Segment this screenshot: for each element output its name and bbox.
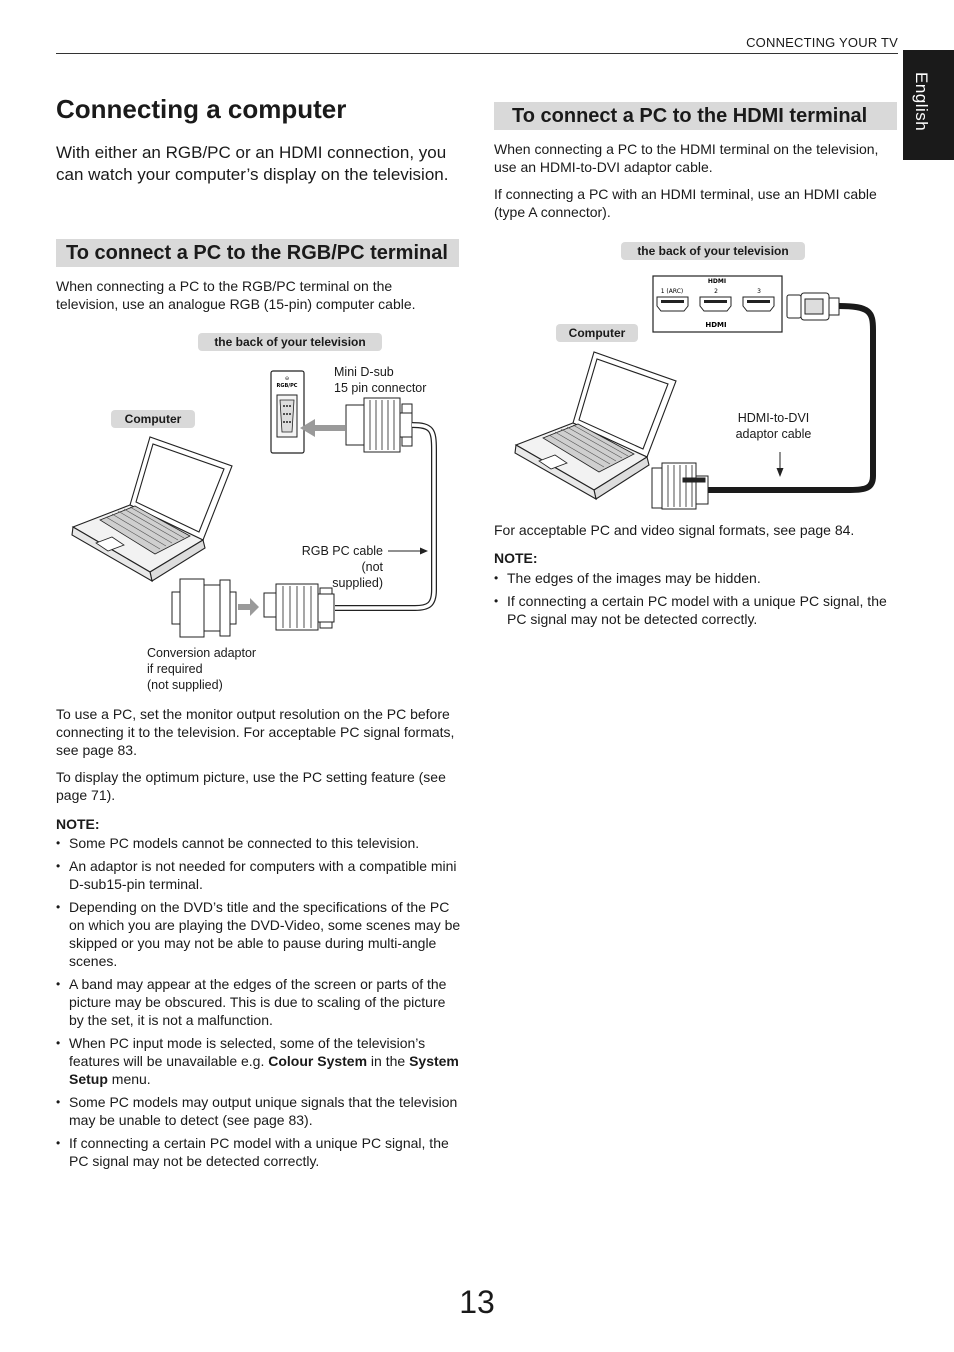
hdmi-computer-label: Computer <box>556 324 638 342</box>
intro-paragraph: With either an RGB/PC or an HDMI connection, you can watch your computer’s display on the television. <box>56 143 449 184</box>
conversion-adaptor-label: Conversion adaptor if required (not supplied) <box>147 646 257 692</box>
rgb-computer-label: Computer <box>111 410 195 428</box>
hdmi-dvi-cable-label: HDMI-to-DVI adaptor cable <box>735 411 812 441</box>
dvi-connector <box>652 463 708 509</box>
hdmi-formats-paragraph: For acceptable PC and video signal formats, see page 84. <box>494 522 855 538</box>
rgb-intro-paragraph: When connecting a PC to the RGB/PC terminal on the television, use an analogue RGB (15-pin) computer cable. <box>56 278 416 312</box>
rgb-pc-setting-paragraph: To display the optimum picture, use the PC setting feature (see page 71). <box>56 769 446 803</box>
list-item: • Some PC models cannot be connected to this television. <box>56 834 461 852</box>
hdmi-port-3-label: 3 <box>757 288 761 295</box>
hdmi-logo-bottom: HDMI <box>705 321 727 329</box>
hdmi-notes-list <box>494 569 894 633</box>
hdmi-port-1-label: 1 (ARC) <box>660 288 684 295</box>
colour-system-term: Colour System <box>268 1053 368 1069</box>
note-text: When PC input mode is selected, some of the television’s features will be unavailable e.g. <box>69 1035 426 1069</box>
list-item: • If connecting a certain PC model with a unique PC signal, the PC signal may not be detected correctly. <box>56 1134 461 1170</box>
page-number: 13 <box>459 1284 495 1320</box>
hdmi-back-of-tv-label: the back of your television <box>621 242 805 260</box>
hdmi-note-heading: NOTE: <box>494 550 538 566</box>
note-text: menu. <box>107 1071 151 1087</box>
note-text: in the <box>367 1053 410 1069</box>
rgb-resolution-paragraph: To use a PC, set the monitor output resolution on the PC before connecting it to the television. For acceptable PC signal formats, see page 83. <box>56 706 455 758</box>
hdmi-logo-top: HDMI <box>707 278 727 285</box>
hdmi-section-heading: To connect a PC to the HDMI terminal <box>494 102 897 130</box>
list-item: • An adaptor is not needed for computers with a compatible mini D-sub15-pin terminal. <box>56 857 461 893</box>
rgb-cable-label: RGB PC cable (not supplied) <box>301 544 383 590</box>
svg-text:RGB/PC: RGB/PC <box>276 383 298 389</box>
language-tab-label: English <box>912 72 931 132</box>
hdmi-port-2-label: 2 <box>714 288 718 295</box>
running-head: CONNECTING YOUR TV <box>746 35 898 50</box>
rgb-section-heading: To connect a PC to the RGB/PC terminal <box>56 239 459 267</box>
hdmi-plug <box>787 293 839 320</box>
list-item: • If connecting a certain PC model with a unique PC signal, the PC signal may not be detected correctly. <box>494 592 894 628</box>
list-item: • The edges of the images may be hidden. <box>494 569 894 587</box>
svg-text:⊖: ⊖ <box>284 376 290 382</box>
hdmi-intro-paragraph: When connecting a PC to the HDMI terminal on the television, use an HDMI-to-DVI adaptor cable. <box>494 141 879 175</box>
list-item: • Some PC models may output unique signals that the television may be unable to detect (see page 83). <box>56 1093 461 1129</box>
hdmi-port-panel <box>653 276 782 332</box>
hdmi-cable-paragraph: If connecting a PC with an HDMI terminal, use an HDMI cable (type A connector). <box>494 186 877 220</box>
rgb-note-heading: NOTE: <box>56 816 100 832</box>
list-item: • A band may appear at the edges of the screen or parts of the picture may be obscured. This is due to scaling of the picture by the set, it is not a malfunction. <box>56 975 461 1029</box>
system-setup-term: System Setup <box>69 1053 459 1087</box>
rgb-back-of-tv-label: the back of your television <box>198 333 382 351</box>
mini-dsub-label: Mini D-sub 15 pin connector <box>334 365 427 395</box>
list-item: • Depending on the DVD’s title and the specifications of the PC on which you are playing the DVD-Video, some scenes may be skipped or you may not be able to pause during multi-angle scenes. <box>56 898 461 970</box>
page-title: Connecting a computer <box>56 94 347 124</box>
